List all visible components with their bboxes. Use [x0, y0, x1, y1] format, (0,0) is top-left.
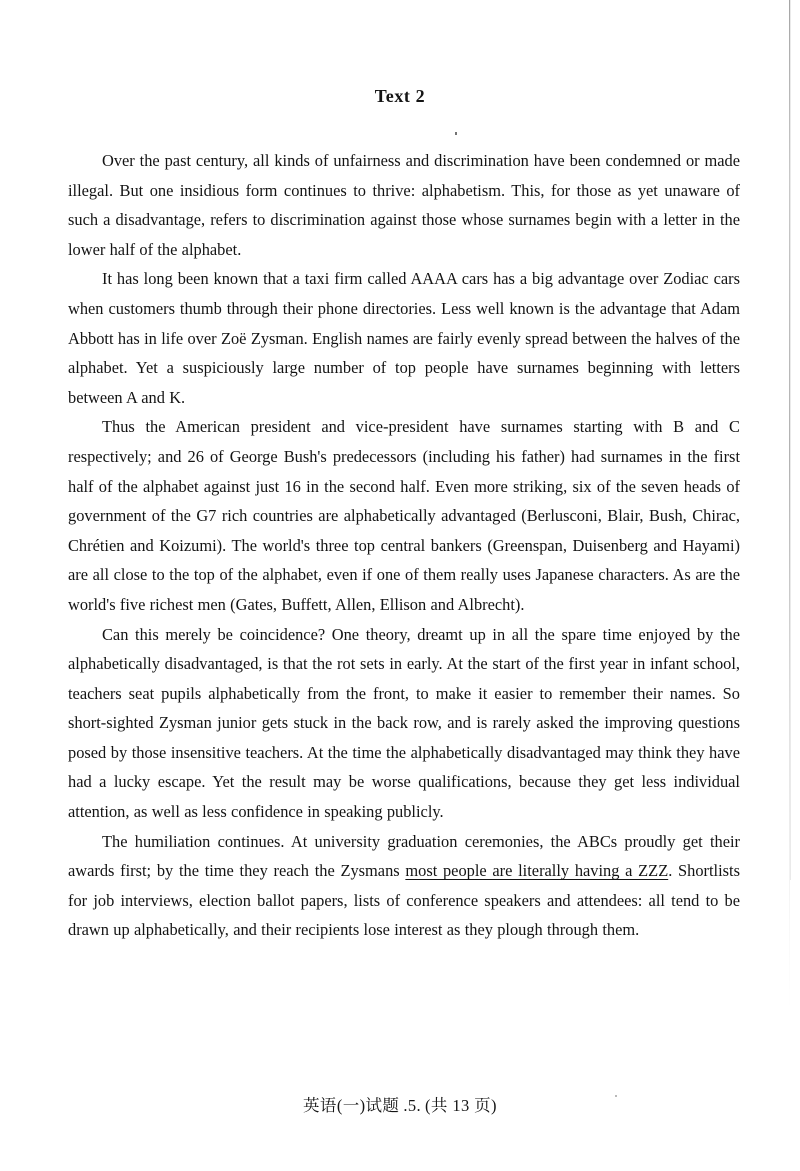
page-title: Text 2 — [374, 86, 426, 106]
paragraph-3: Thus the American president and vice-president have surnames starting with B and C respectively; and 26 of George Bush's predecessors (including his father) had surnames in the first half of the alphabet against just 16 in the second half. Even more striking, six of the seven heads of government of the G7 rich countries are alphabetically advantaged (Berlusconi, Blair, Bush, Chirac, Chrétien and Koizumi). The world's three top central bankers (Greenspan, Duisenberg and Hayami) are all close to the top of the alphabet, even if one of them really uses Japanese characters. As are the world's five richest men (Gates, Buffett, Allen, Ellison and Albrecht). — [68, 417, 740, 614]
paragraph-5-segment-plain-end: . Shortlists for job interviews, election ballot papers, lists of conference speakers and attendees: all tend to be drawn up alphabetically, and their recipients lose interest as they plough through them. — [68, 861, 740, 940]
scan-artifact-speck — [455, 132, 457, 135]
passage-body — [68, 146, 740, 945]
paragraph-5-segment-plain-start: The humiliation continues. At university graduation ceremonies, the ABCs proudly get their awards first; by the time they reach the Zysmans — [68, 831, 740, 881]
page-footer — [0, 1092, 800, 1116]
paragraph-1: Over the past century, all kinds of unfairness and discrimination have been condemned or made illegal. But one insidious form continues to thrive: alphabetism. This, for those as yet unaware of such a disadvantage, refers to discrimination against those whose surnames begin with a letter in the lower half of the alphabet. — [68, 151, 740, 259]
paragraph-5 — [68, 827, 740, 945]
paragraph-5-underlined-phrase: most people are literally having a ZZZ — [405, 861, 669, 881]
paragraph-2: It has long been known that a taxi firm called AAAA cars has a big advantage over Zodiac cars when customers thumb through their phone directories. Less well known is the advantage that Adam Abbott has in life over Zoë Zysman. English names are fairly evenly spread between the halves of the alphabet. Yet a suspiciously large number of top people have surnames beginning with letters between A and K. — [68, 269, 740, 407]
paragraph-4: Can this merely be coincidence? One theory, dreamt up in all the spare time enjoyed by the alphabetically disadvantaged, is that the rot sets in early. At the start of the first year in infant school, teachers seat pupils alphabetically from the front, to make it easier to remember their names. So short-sighted Zysman junior gets stuck in the back row, and is rarely asked the improving questions posed by those insensitive teachers. At the time the alphabetically disadvantaged may think they have had a lucky escape. Yet the result may be worse qualifications, because they get less individual attention, as well as less confidence in speaking publicly. — [68, 624, 740, 822]
scan-artifact-vertical-line-secondary — [790, 0, 791, 880]
footer-total-pages: (共 13 页) — [425, 1096, 497, 1115]
footer-page-number: .5. — [403, 1096, 422, 1115]
footer-subject: 英语(一)试题 — [303, 1096, 400, 1115]
